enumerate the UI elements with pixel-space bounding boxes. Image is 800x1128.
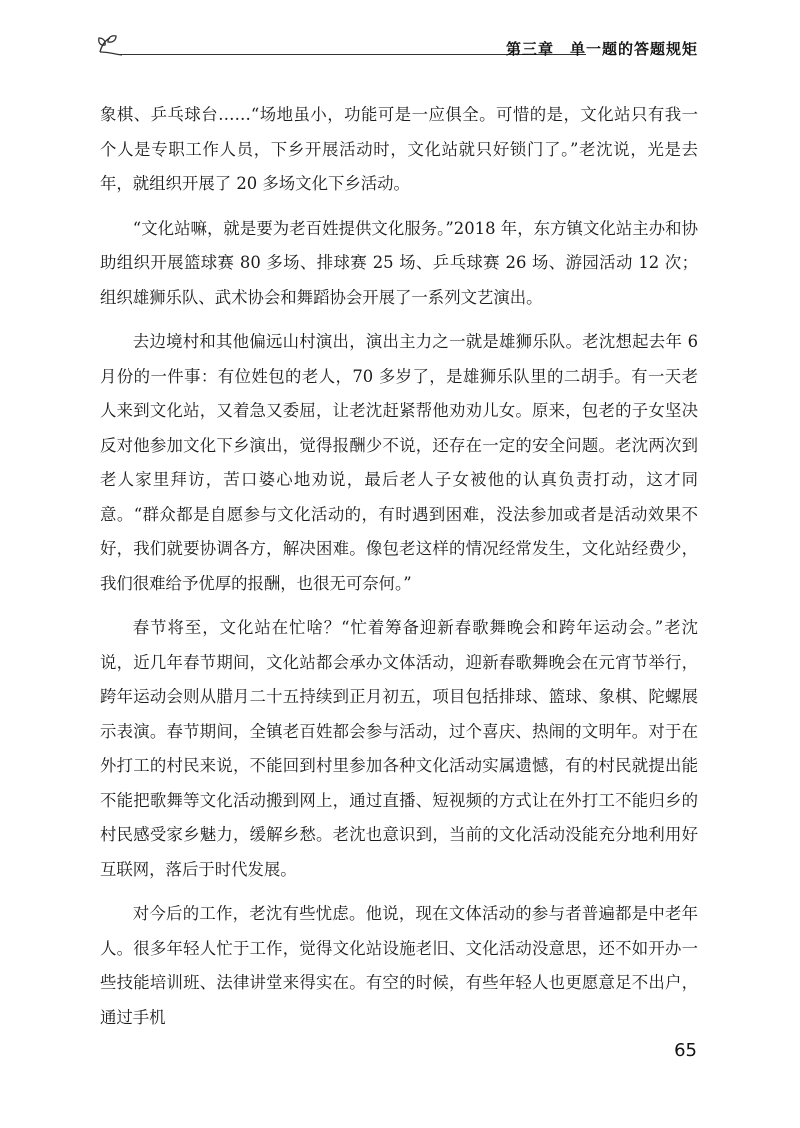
running-header [96,30,698,66]
leaf-ornament-icon [96,34,122,56]
paragraph: “文化站嘛，就是要为老百姓提供文化服务。”2018 年，东方镇文化站主办和协助组织开展篮球赛 80 多场、排球赛 25 场、乒乓球赛 26 场、游园活动 12 次；组织雄狮乐队、武术协会和舞蹈协会开展了一系列文艺演出。 [100,218,698,307]
page-number: 65 [674,1040,697,1061]
paragraph: 对今后的工作，老沈有些忧虑。他说，现在文体活动的参与者普遍都是中老年人。很多年轻人忙于工作，觉得文化站设施老旧、文化活动没意思，还不如开办一些技能培训班、法律讲堂来得实在。有空的时候，有些年轻人也更愿意足不出户，通过手机 [100,904,698,1027]
paragraph: 去边境村和其他偏远山村演出，演出主力之一就是雄狮乐队。老沈想起去年 6 月份的一件事：有位姓包的老人，70 多岁了，是雄狮乐队里的二胡手。有一天老人来到文化站，又着急又委屈，让老沈赶紧帮他劝劝儿女。原来，包老的子女坚决反对他参加文化下乡演出，觉得报酬少不说，还存在一定的安全问题。老沈两次到老人家里拜访，苦口婆心地劝说，最后老人子女被他的认真负责打动，这才同意。“群众都是自愿参与文化活动的，有时遇到困难，没法参加或者是活动效果不好，我们就要协调各方，解决困难。像包老这样的情况经常发生，文化站经费少，我们很难给予优厚的报酬，也很无可奈何。” [100,332,698,593]
body-text [100,98,698,1045]
paragraph: 春节将至，文化站在忙啥？“忙着筹备迎新春歌舞晚会和跨年运动会。”老沈说，近几年春节期间，文化站都会承办文体活动，迎新春歌舞晚会在元宵节举行，跨年运动会则从腊月二十五持续到正月初五，项目包括排球、篮球、象棋、陀螺展示表演。春节期间，全镇老百姓都会参与活动，过个喜庆、热闹的文明年。对于在外打工的村民来说，不能回到村里参加各种文化活动实属遗憾，有的村民就提出能不能把歌舞等文化活动搬到网上，通过直播、短视频的方式让在外打工不能归乡的村民感受家乡魅力，缓解乡愁。老沈也意识到，当前的文化活动没能充分地利用好互联网，落后于时代发展。 [100,618,698,879]
paragraph: 象棋、乒乓球台……“场地虽小，功能可是一应俱全。可惜的是，文化站只有我一个人是专职工作人员，下乡开展活动时，文化站就只好锁门了。”老沈说，光是去年，就组织开展了 20 多场文化下乡活动。 [100,105,698,193]
chapter-title: 第三章 单一题的答题规矩 [505,40,698,58]
